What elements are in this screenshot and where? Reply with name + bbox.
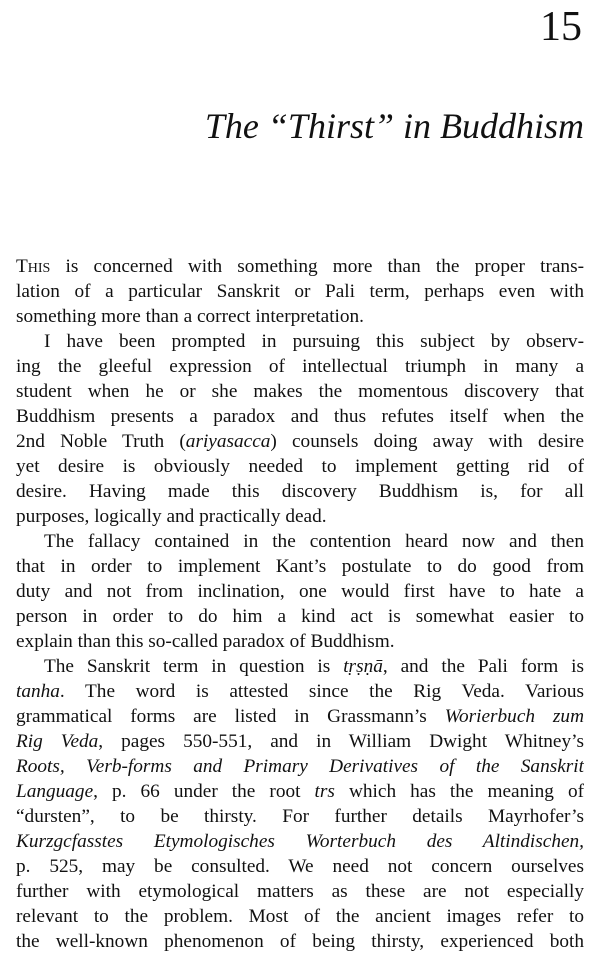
text-segment: ing the gleeful expression of intellectual triumph in many a — [16, 356, 584, 377]
text-segment: Rig Veda — [16, 731, 99, 752]
text-segment: I have been prompted in pursuing this subject by observ- — [44, 331, 584, 352]
text-body — [16, 254, 584, 954]
text-line — [16, 879, 584, 904]
text-segment: student when he or she makes the momentous discovery that — [16, 381, 584, 402]
text-line — [16, 254, 584, 279]
text-line — [16, 754, 584, 779]
text-line — [16, 604, 584, 629]
text-segment: person in order to do him a kind act is somewhat easier to — [16, 606, 584, 627]
text-segment: The Sanskrit term in question is — [44, 656, 344, 677]
paragraph — [16, 654, 584, 954]
text-segment: 2nd Noble Truth ( — [16, 431, 186, 452]
text-segment: ariyasacca — [185, 431, 271, 452]
text-segment: Roots, Verb-forms and Primary Derivatives of the Sanskrit — [16, 756, 584, 777]
text-segment: . The word is attested since the Rig Veda. Various — [59, 681, 584, 702]
text-segment: trs — [314, 781, 335, 802]
text-segment: p. 525, may be consulted. We need not concern ourselves — [16, 856, 584, 877]
text-line — [16, 429, 584, 454]
text-line — [16, 654, 584, 679]
text-line — [16, 904, 584, 929]
text-line — [16, 329, 584, 354]
text-segment: that in order to implement Kant’s postulate to do good from — [16, 556, 584, 577]
text-segment: Language — [16, 781, 94, 802]
text-segment: is concerned with something more than the proper trans- — [50, 256, 584, 277]
text-line — [16, 529, 584, 554]
text-line — [16, 729, 584, 754]
text-segment: duty and not from inclination, one would first have to hate a — [16, 581, 584, 602]
text-line — [16, 704, 584, 729]
text-segment: desire. Having made this discovery Buddhism is, for all — [16, 481, 584, 502]
text-line — [16, 579, 584, 604]
text-line — [16, 929, 584, 954]
text-segment: his — [27, 256, 51, 277]
text-line — [16, 479, 584, 504]
paragraph — [16, 329, 584, 529]
text-line — [16, 854, 584, 879]
text-segment: lation of a particular Sanskrit or Pali term, perhaps even with — [16, 281, 584, 302]
text-line — [16, 354, 584, 379]
text-line — [16, 279, 584, 304]
text-line — [16, 554, 584, 579]
text-line — [16, 629, 584, 654]
text-segment: “dursten”, to be thirsty. For further details Mayrhofer’s — [16, 806, 584, 827]
text-segment: something more than a correct interpretation. — [16, 306, 365, 327]
text-segment: The fallacy contained in the contention heard now and then — [44, 531, 584, 552]
text-segment: Buddhism presents a paradox and thus refutes itself when the — [16, 406, 584, 427]
text-line — [16, 379, 584, 404]
text-segment: , pages 550-551, and in William Dwight Whitney’s — [98, 731, 584, 752]
text-segment: Worierbuch zum — [444, 706, 584, 727]
text-segment: relevant to the problem. Most of the ancient images refer to — [16, 906, 584, 927]
text-segment: purposes, logically and practically dead. — [16, 506, 327, 527]
text-segment: Kurzgcfasstes Etymologisches Worterbuch des Altindischen, — [16, 831, 584, 852]
text-segment: grammatical forms are listed in Grassmann’s — [16, 706, 445, 727]
text-line — [16, 829, 584, 854]
text-segment: , p. 66 under the root — [93, 781, 315, 802]
paragraph — [16, 529, 584, 654]
text-segment: the well-known phenomenon of being thirsty, experienced both — [16, 931, 584, 952]
chapter-number: 15 — [540, 4, 582, 50]
text-line — [16, 504, 584, 529]
text-line — [16, 454, 584, 479]
chapter-title: The “Thirst” in Buddhism — [204, 106, 584, 146]
text-segment: yet desire is obviously needed to implement getting rid of — [16, 456, 584, 477]
text-line — [16, 304, 584, 329]
text-line — [16, 804, 584, 829]
text-segment: tanha — [16, 681, 60, 702]
text-segment: ) counsels doing away with desire — [270, 431, 584, 452]
text-segment: explain than this so-called paradox of Buddhism. — [16, 631, 395, 652]
text-line — [16, 779, 584, 804]
text-segment: T — [16, 256, 28, 277]
text-segment: further with etymological matters as these are not especially — [16, 881, 584, 902]
text-segment: , and the Pali form is — [382, 656, 584, 677]
text-line — [16, 404, 584, 429]
text-line — [16, 679, 584, 704]
text-segment: which has the meaning of — [334, 781, 584, 802]
text-segment: tṛṣṇā — [343, 656, 383, 677]
paragraph — [16, 254, 584, 329]
